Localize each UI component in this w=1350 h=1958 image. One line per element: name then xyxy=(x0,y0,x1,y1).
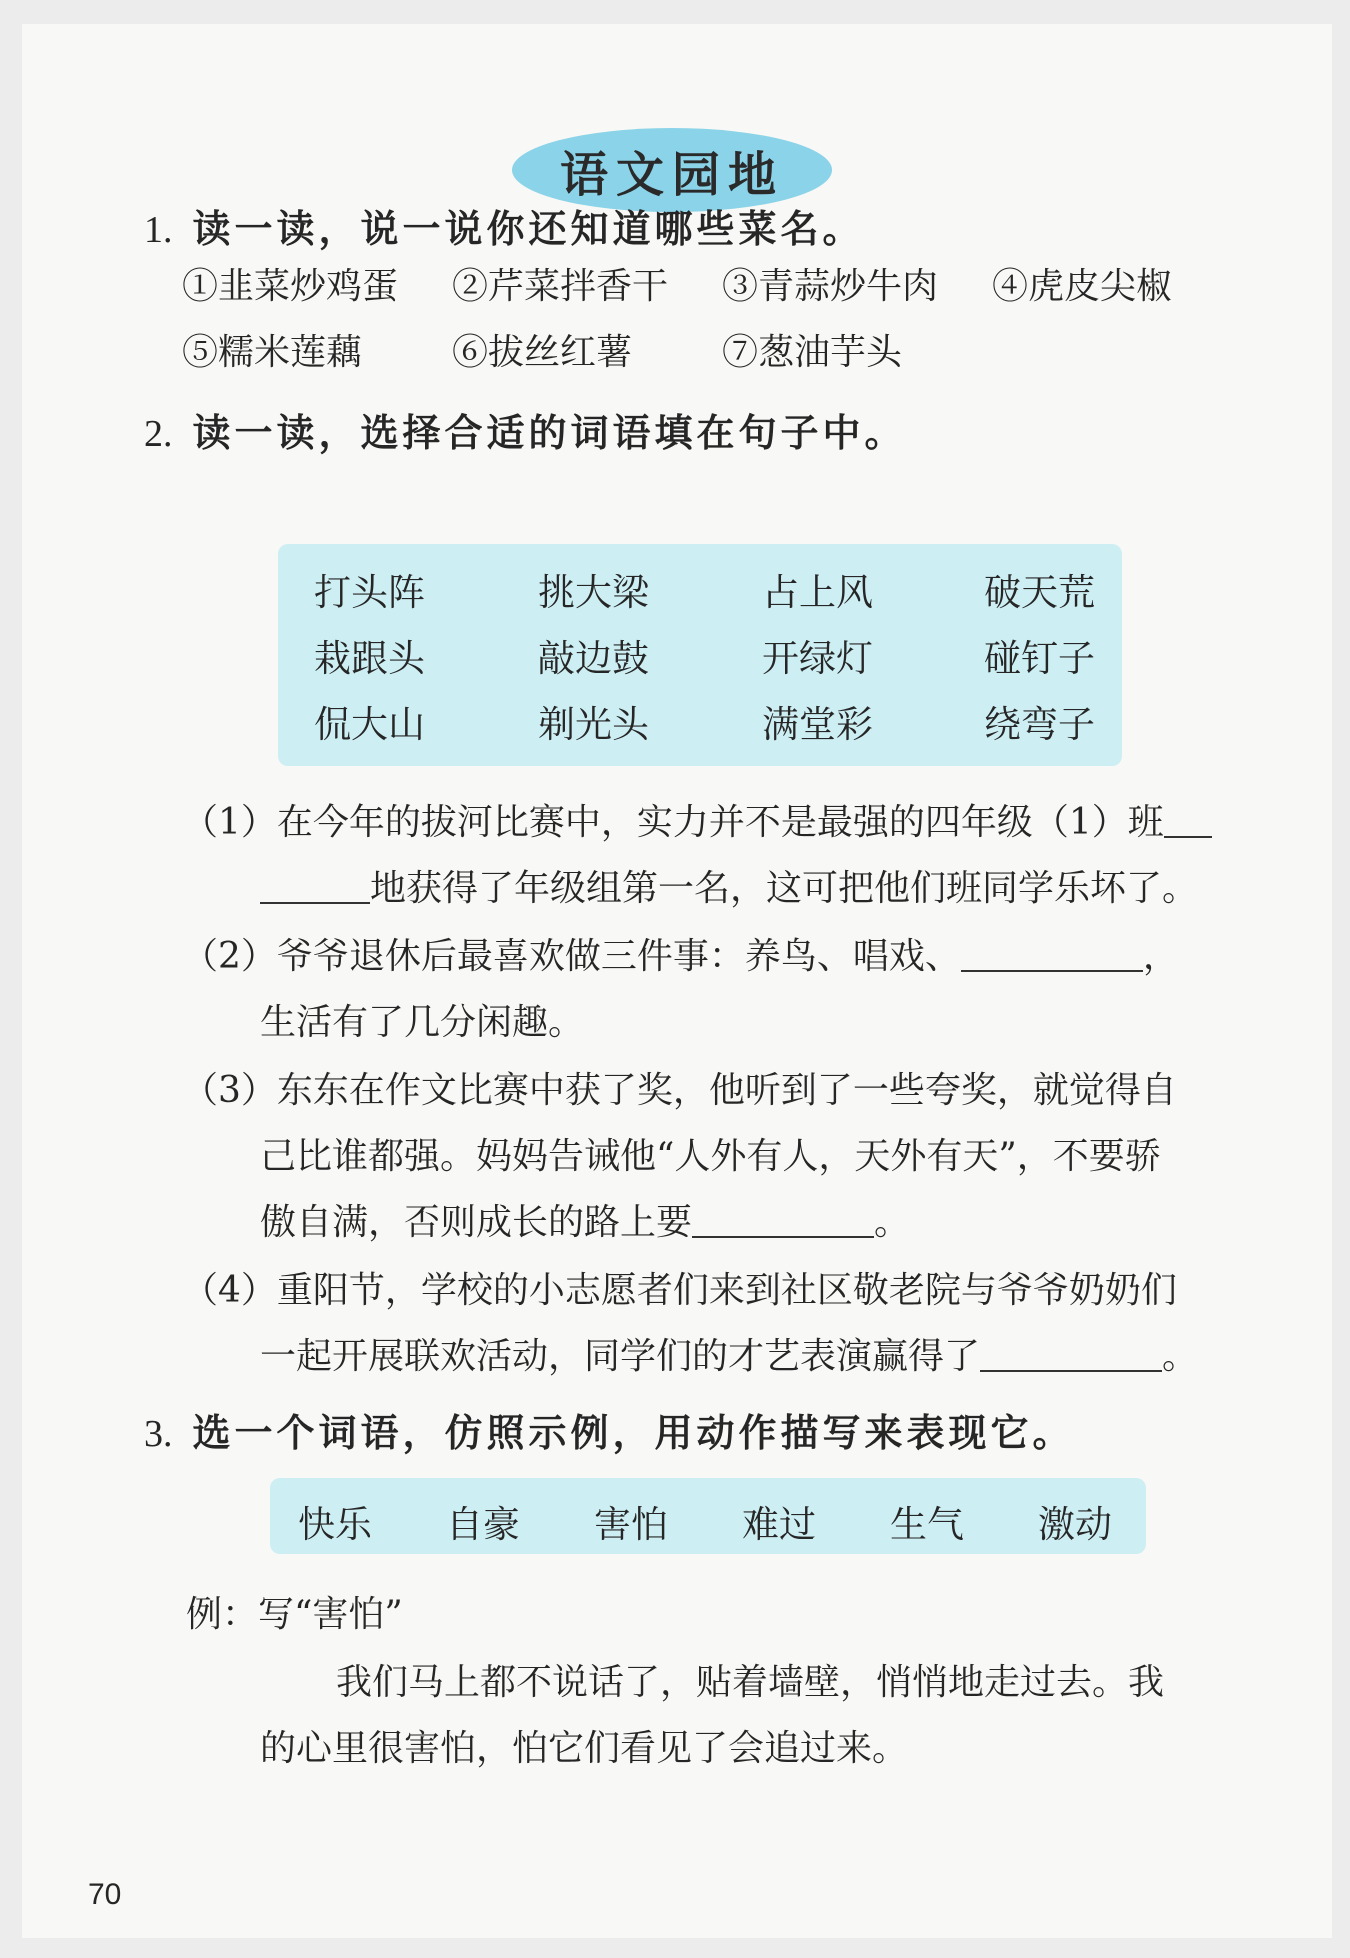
answer-blank[interactable] xyxy=(260,866,370,904)
word-item: 剃光头 xyxy=(538,703,649,746)
example-text-2: 的心里很害怕，怕它们看见了会追过来。 xyxy=(260,1728,909,1769)
sentence-1-text: （1）在今年的拔河比赛中，实力并不是最强的四年级（1）班 xyxy=(182,802,1164,843)
question-3-text: 选一个词语，仿照示例，用动作描写来表现它。 xyxy=(192,1410,1075,1455)
sentence-2 xyxy=(182,928,1179,979)
sentence-4-cont xyxy=(260,1328,1198,1379)
question-2-text: 读一读，选择合适的词语填在句子中。 xyxy=(192,410,907,455)
question-3-number: 3. xyxy=(144,1413,173,1455)
dish-item: ⑦葱油芋头 xyxy=(722,332,903,373)
dish-item: ③青蒜炒牛肉 xyxy=(722,266,939,307)
question-1-text: 读一读，说一说你还知道哪些菜名。 xyxy=(192,206,865,251)
word-item: 开绿灯 xyxy=(762,637,873,680)
sentence-4-text-cont: 一起开展联欢活动，同学们的才艺表演赢得了 xyxy=(260,1336,981,1377)
sentence-1 xyxy=(182,794,1212,845)
sentence-2-punct: ， xyxy=(1142,936,1179,977)
example-label: 例：写“害怕” xyxy=(186,1594,403,1635)
question-2 xyxy=(144,402,907,457)
page-title: 语文园地 xyxy=(512,128,832,212)
sentence-4-punct: 。 xyxy=(1162,1336,1199,1377)
dish-item: ④虎皮尖椒 xyxy=(992,266,1173,307)
word-item: 碰钉子 xyxy=(984,637,1095,680)
sentence-1-text-cont: 地获得了年级组第一名，这可把他们班同学乐坏了。 xyxy=(370,868,1199,909)
emotion-word: 害怕 xyxy=(594,1503,668,1546)
answer-blank[interactable] xyxy=(980,1334,1162,1372)
question-3 xyxy=(144,1402,1075,1457)
answer-blank[interactable] xyxy=(692,1200,874,1238)
word-item: 敲边鼓 xyxy=(538,637,649,680)
emotion-word: 难过 xyxy=(742,1503,816,1546)
emotion-word: 快乐 xyxy=(298,1503,372,1546)
emotion-word: 自豪 xyxy=(446,1503,520,1546)
sentence-3-cont: 己比谁都强。妈妈告诫他“人外有人，天外有天”，不要骄 xyxy=(260,1136,1161,1177)
word-item: 栽跟头 xyxy=(314,637,425,680)
sentence-2-cont: 生活有了几分闲趣。 xyxy=(260,1002,585,1043)
word-box-emotions xyxy=(270,1478,1146,1554)
dish-item: ⑤糯米莲藕 xyxy=(182,332,363,373)
emotion-word: 激动 xyxy=(1038,1503,1112,1546)
emotion-word: 生气 xyxy=(890,1503,964,1546)
sentence-3: （3）东东在作文比赛中获了奖，他听到了一些夸奖，就觉得自 xyxy=(182,1070,1177,1111)
answer-blank[interactable] xyxy=(1164,800,1212,838)
word-item: 绕弯子 xyxy=(984,703,1095,746)
dish-item: ②芹菜拌香干 xyxy=(452,266,669,307)
question-1-number: 1. xyxy=(144,209,173,251)
dish-item: ①韭菜炒鸡蛋 xyxy=(182,266,399,307)
word-item: 挑大梁 xyxy=(538,571,649,614)
example-text-1: 我们马上都不说话了，贴着墙壁，悄悄地走过去。我 xyxy=(336,1662,1165,1703)
word-item: 满堂彩 xyxy=(762,703,873,746)
sentence-3-end xyxy=(260,1194,910,1245)
word-item: 破天荒 xyxy=(984,571,1095,614)
sentence-2-text: （2）爷爷退休后最喜欢做三件事：养鸟、唱戏、 xyxy=(182,936,961,977)
page-number: 70 xyxy=(88,1878,122,1911)
sentence-3-text-end: 傲自满，否则成长的路上要 xyxy=(260,1202,693,1243)
word-item: 侃大山 xyxy=(314,703,425,746)
word-item: 打头阵 xyxy=(314,571,425,614)
question-2-number: 2. xyxy=(144,413,173,455)
word-item: 占上风 xyxy=(762,571,873,614)
dish-item: ⑥拔丝红薯 xyxy=(452,332,633,373)
sentence-3-punct: 。 xyxy=(874,1202,911,1243)
sentence-1-cont xyxy=(260,860,1198,911)
answer-blank[interactable] xyxy=(961,934,1143,972)
question-1 xyxy=(144,198,865,253)
textbook-page xyxy=(22,24,1332,1938)
sentence-4: （4）重阳节，学校的小志愿者们来到社区敬老院与爷爷奶奶们 xyxy=(182,1270,1177,1311)
